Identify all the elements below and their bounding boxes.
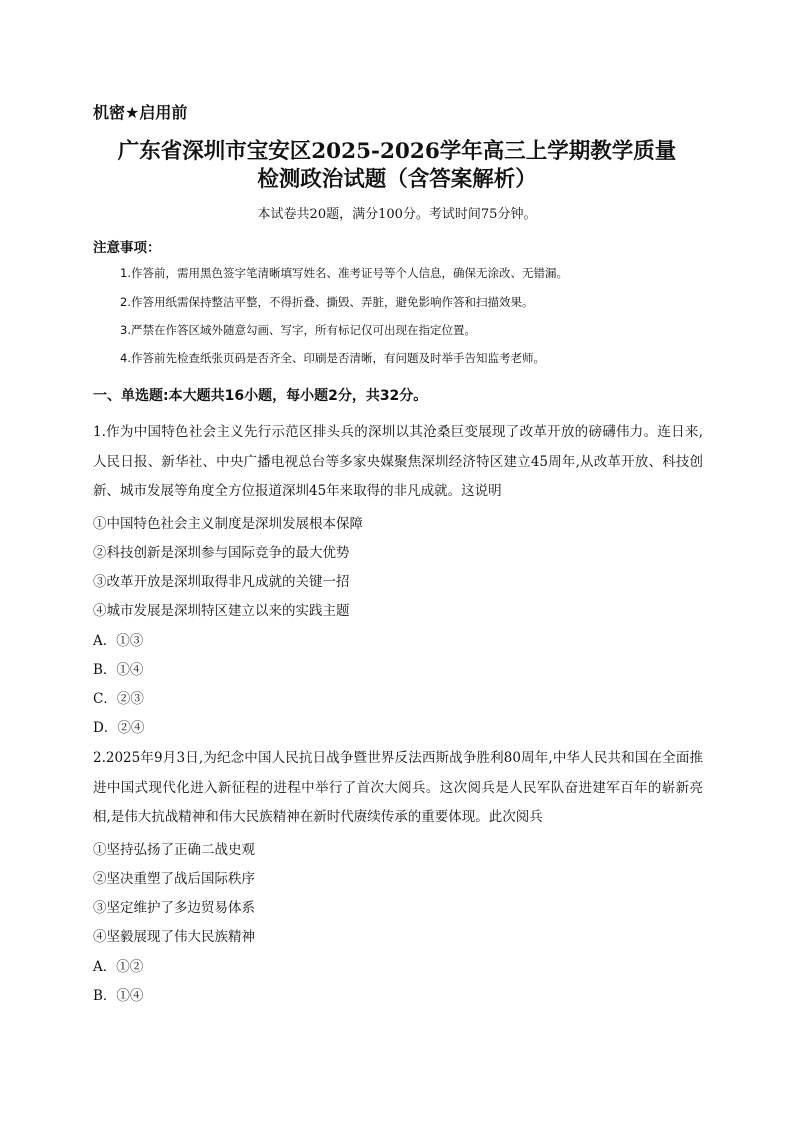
exam-subtitle: 本试卷共20题，满分100分。考试时间75分钟。 bbox=[257, 207, 537, 222]
question-1-statement: ③改革开放是深圳取得非凡成就的关键一招 bbox=[93, 574, 350, 590]
notice-item: 2.作答用纸需保持整洁平整，不得折叠、撕毁、弄脏，避免影响作答和扫描效果。 bbox=[120, 295, 534, 309]
question-1-option-d: D．②④ bbox=[93, 720, 145, 736]
notice-item: 4.作答前先检查纸张页码是否齐全、印刷是否清晰，有问题及时举手告知监考老师。 bbox=[120, 351, 545, 365]
notice-heading: 注意事项： bbox=[93, 240, 161, 256]
question-1-statement: ①中国特色社会主义制度是深圳发展根本保障 bbox=[93, 516, 363, 532]
question-1-stem: 1.作为中国特色社会主义先行示范区排头兵的深圳以其沧桑巨变展现了改革开放的磅礴伟力。连日来,人民日报、新华社、中央广播电视总台等多家央媒聚焦深圳经济特区建立45周年,从改革开放、科技创新、城市发展等角度全方位报道深圳45年来取得的非凡成就。这说明 bbox=[93, 424, 703, 499]
exam-title-line1: 广东省深圳市宝安区2025-2026学年高三上学期教学质量 bbox=[117, 139, 677, 164]
question-2-statement: ④坚毅展现了伟大民族精神 bbox=[93, 929, 255, 945]
confidential-label: 机密★启用前 bbox=[93, 103, 188, 122]
question-2-statement: ③坚定维护了多边贸易体系 bbox=[93, 900, 255, 916]
question-2-statement: ②坚决重塑了战后国际秩序 bbox=[93, 871, 255, 887]
question-1-statement: ②科技创新是深圳参与国际竞争的最大优势 bbox=[93, 545, 350, 561]
notice-item: 3.严禁在作答区域外随意勾画、写字，所有标记仅可出现在指定位置。 bbox=[120, 323, 476, 337]
exam-title-line2: 检测政治试题（含答案解析） bbox=[257, 167, 537, 192]
question-2-statement: ①坚持弘扬了正确二战史观 bbox=[93, 842, 255, 858]
question-1-statement: ④城市发展是深圳特区建立以来的实践主题 bbox=[93, 603, 350, 619]
notice-item: 1.作答前，需用黑色签字笔清晰填写姓名、准考证号等个人信息，确保无涂改、无错漏。 bbox=[120, 266, 568, 280]
question-1-option-c: C．②③ bbox=[93, 691, 144, 707]
section-heading: 一、单选题:本大题共16小题，每小题2分，共32分。 bbox=[93, 388, 428, 404]
question-2-stem: 2.2025年9月3日,为纪念中国人民抗日战争暨世界反法西斯战争胜利80周年,中华人民共和国在全面推进中国式现代化进入新征程的进程中举行了首次大阅兵。这次阅兵是人民军队奋进建军百年的崭新亮相,是伟大抗战精神和伟大民族精神在新时代赓续传承的重要体现。此次阅兵 bbox=[93, 750, 703, 825]
question-2-option-b: B．①④ bbox=[93, 988, 144, 1004]
question-2-option-a: A．①② bbox=[93, 959, 144, 975]
question-1-option-a: A．①③ bbox=[93, 633, 144, 649]
question-1-option-b: B．①④ bbox=[93, 662, 144, 678]
